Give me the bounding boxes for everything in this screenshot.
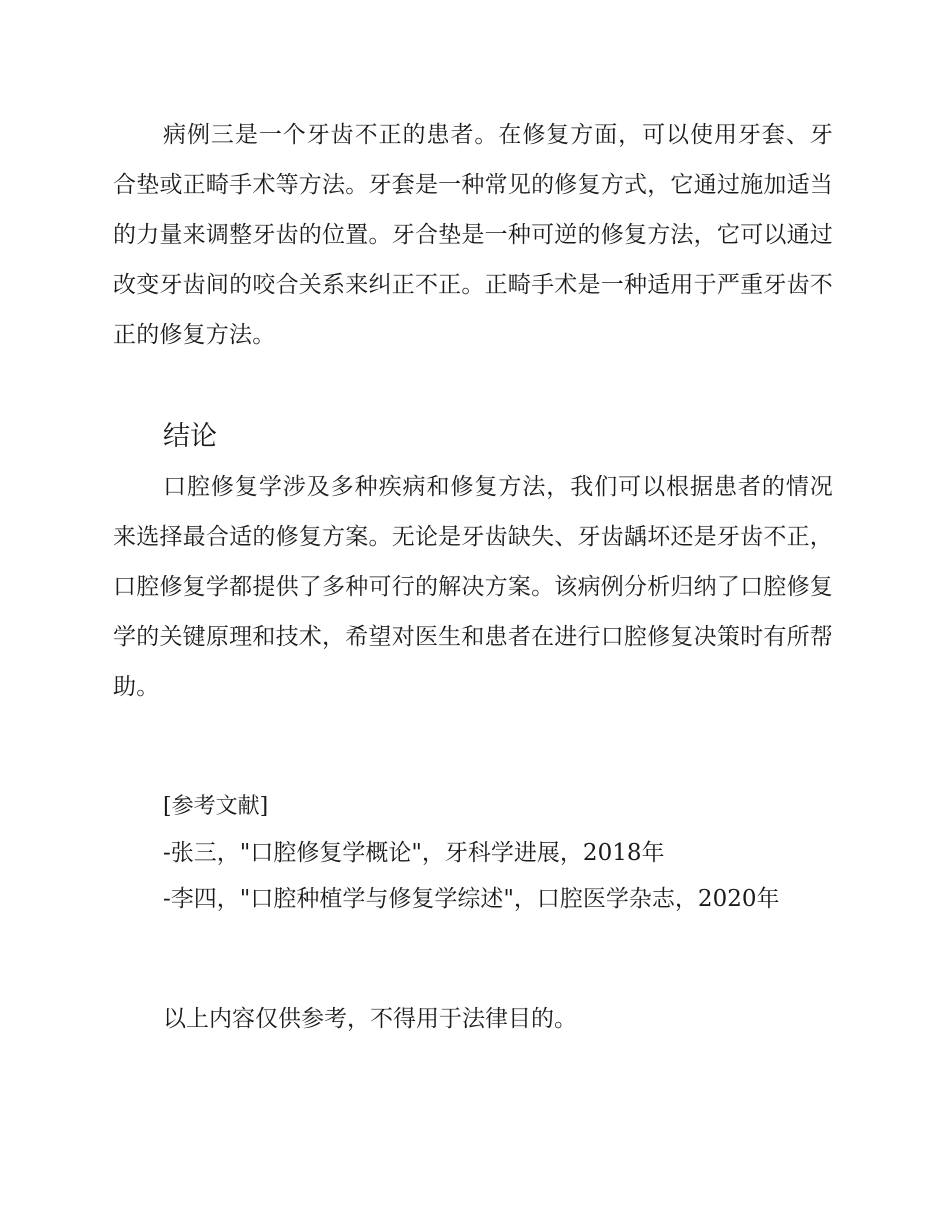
references-section bbox=[113, 784, 833, 922]
reference-item: -李四，"口腔种植学与修复学综述"，口腔医学杂志，2020年 bbox=[163, 886, 780, 912]
conclusion-heading: 结论 bbox=[163, 421, 217, 452]
case-three-paragraph: 病例三是一个牙齿不正的患者。在修复方面，可以使用牙套、牙合垫或正畸手术等方法。牙套是一种常见的修复方式，它通过施加适当的力量来调整牙齿的位置。牙合垫是一种可逆的修复方法，它可以通过改变牙齿间的咬合关系来纠正不正。正畸手术是一种适用于严重牙齿不正的修复方法。 bbox=[113, 122, 833, 348]
conclusion-paragraph: 口腔修复学涉及多种疾病和修复方法，我们可以根据患者的情况来选择最合适的修复方案。无论是牙齿缺失、牙齿龋坏还是牙齿不正，口腔修复学都提供了多种可行的解决方案。该病例分析归纳了口腔修复学的关键原理和技术，希望对医生和患者在进行口腔修复决策时有所帮助。 bbox=[113, 474, 833, 700]
reference-item: -张三，"口腔修复学概论"，牙科学进展，2018年 bbox=[163, 840, 665, 866]
disclaimer-text: 以上内容仅供参考，不得用于法律目的。 bbox=[163, 1006, 577, 1032]
references-title: [参考文献] bbox=[163, 794, 269, 819]
document-body bbox=[113, 110, 833, 1044]
